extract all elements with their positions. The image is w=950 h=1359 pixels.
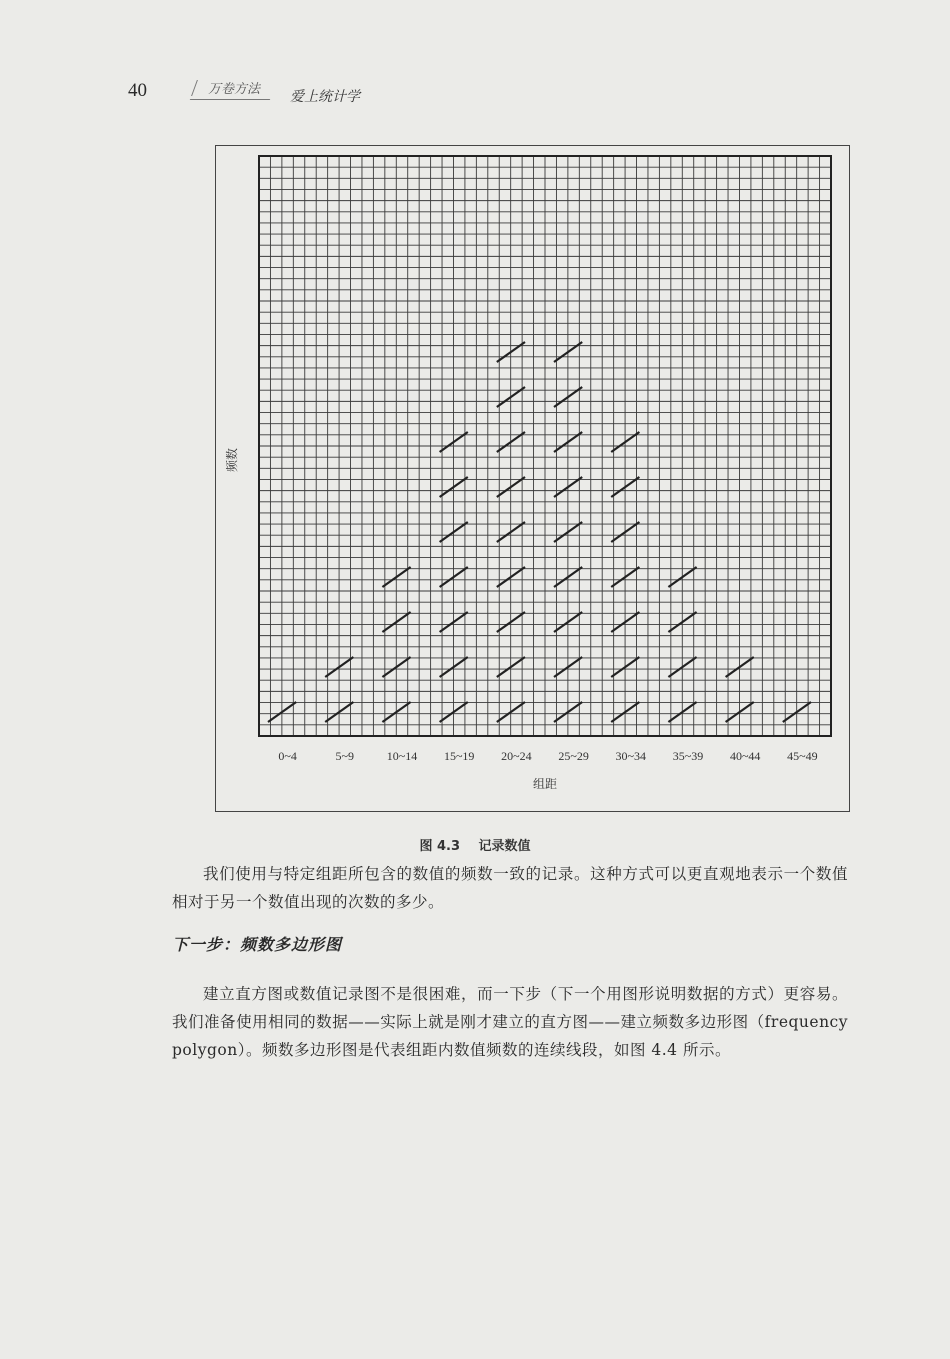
figure-caption-number: 图 4.3 xyxy=(419,839,460,854)
page-number: 40 xyxy=(128,80,147,101)
y-axis-label: 频数 xyxy=(225,447,239,473)
x-tick-label: 20~24 xyxy=(501,749,532,763)
x-tick-label: 30~34 xyxy=(615,749,647,763)
x-tick-label: 40~44 xyxy=(729,749,761,763)
x-tick-label: 35~39 xyxy=(672,749,704,763)
tally-chart xyxy=(216,146,849,811)
chart-grid xyxy=(259,156,831,736)
publisher-logo-text: 万卷方法 xyxy=(208,82,261,97)
x-axis-label: 组距 xyxy=(532,777,558,791)
paragraph-text: 建立直方图或数值记录图不是很困难，而一下步（下一个用图形说明数据的方式）更容易。我们准备使用相同的数据——实际上就是刚才建立的直方图——建立频数多边形图（frequency polygon）。频数多边形图是代表组距内数值频数的连续线段，如图 4.4 所示。 xyxy=(172,985,848,1059)
figure-caption xyxy=(0,835,950,854)
x-tick-label: 15~19 xyxy=(443,749,475,763)
body-paragraph-2 xyxy=(172,980,848,1064)
x-tick-label: 5~9 xyxy=(335,749,355,763)
x-tick-label: 45~49 xyxy=(787,749,818,763)
book-title: 爱上统计学 xyxy=(290,89,360,105)
figure-frame xyxy=(215,145,850,812)
publisher-logo xyxy=(190,76,285,102)
x-tick-label: 25~29 xyxy=(558,749,589,763)
section-heading: 下一步：频数多边形图 xyxy=(172,935,343,954)
x-tick-label: 10~14 xyxy=(386,749,418,763)
figure-caption-title: 记录数值 xyxy=(478,839,531,854)
body-paragraph-1 xyxy=(172,860,848,916)
paragraph-text: 我们使用与特定组距所包含的数值的频数一致的记录。这种方式可以更直观地表示一个数值相对于另一个数值出现的次数的多少。 xyxy=(172,865,848,911)
x-tick-label: 0~4 xyxy=(278,749,297,763)
